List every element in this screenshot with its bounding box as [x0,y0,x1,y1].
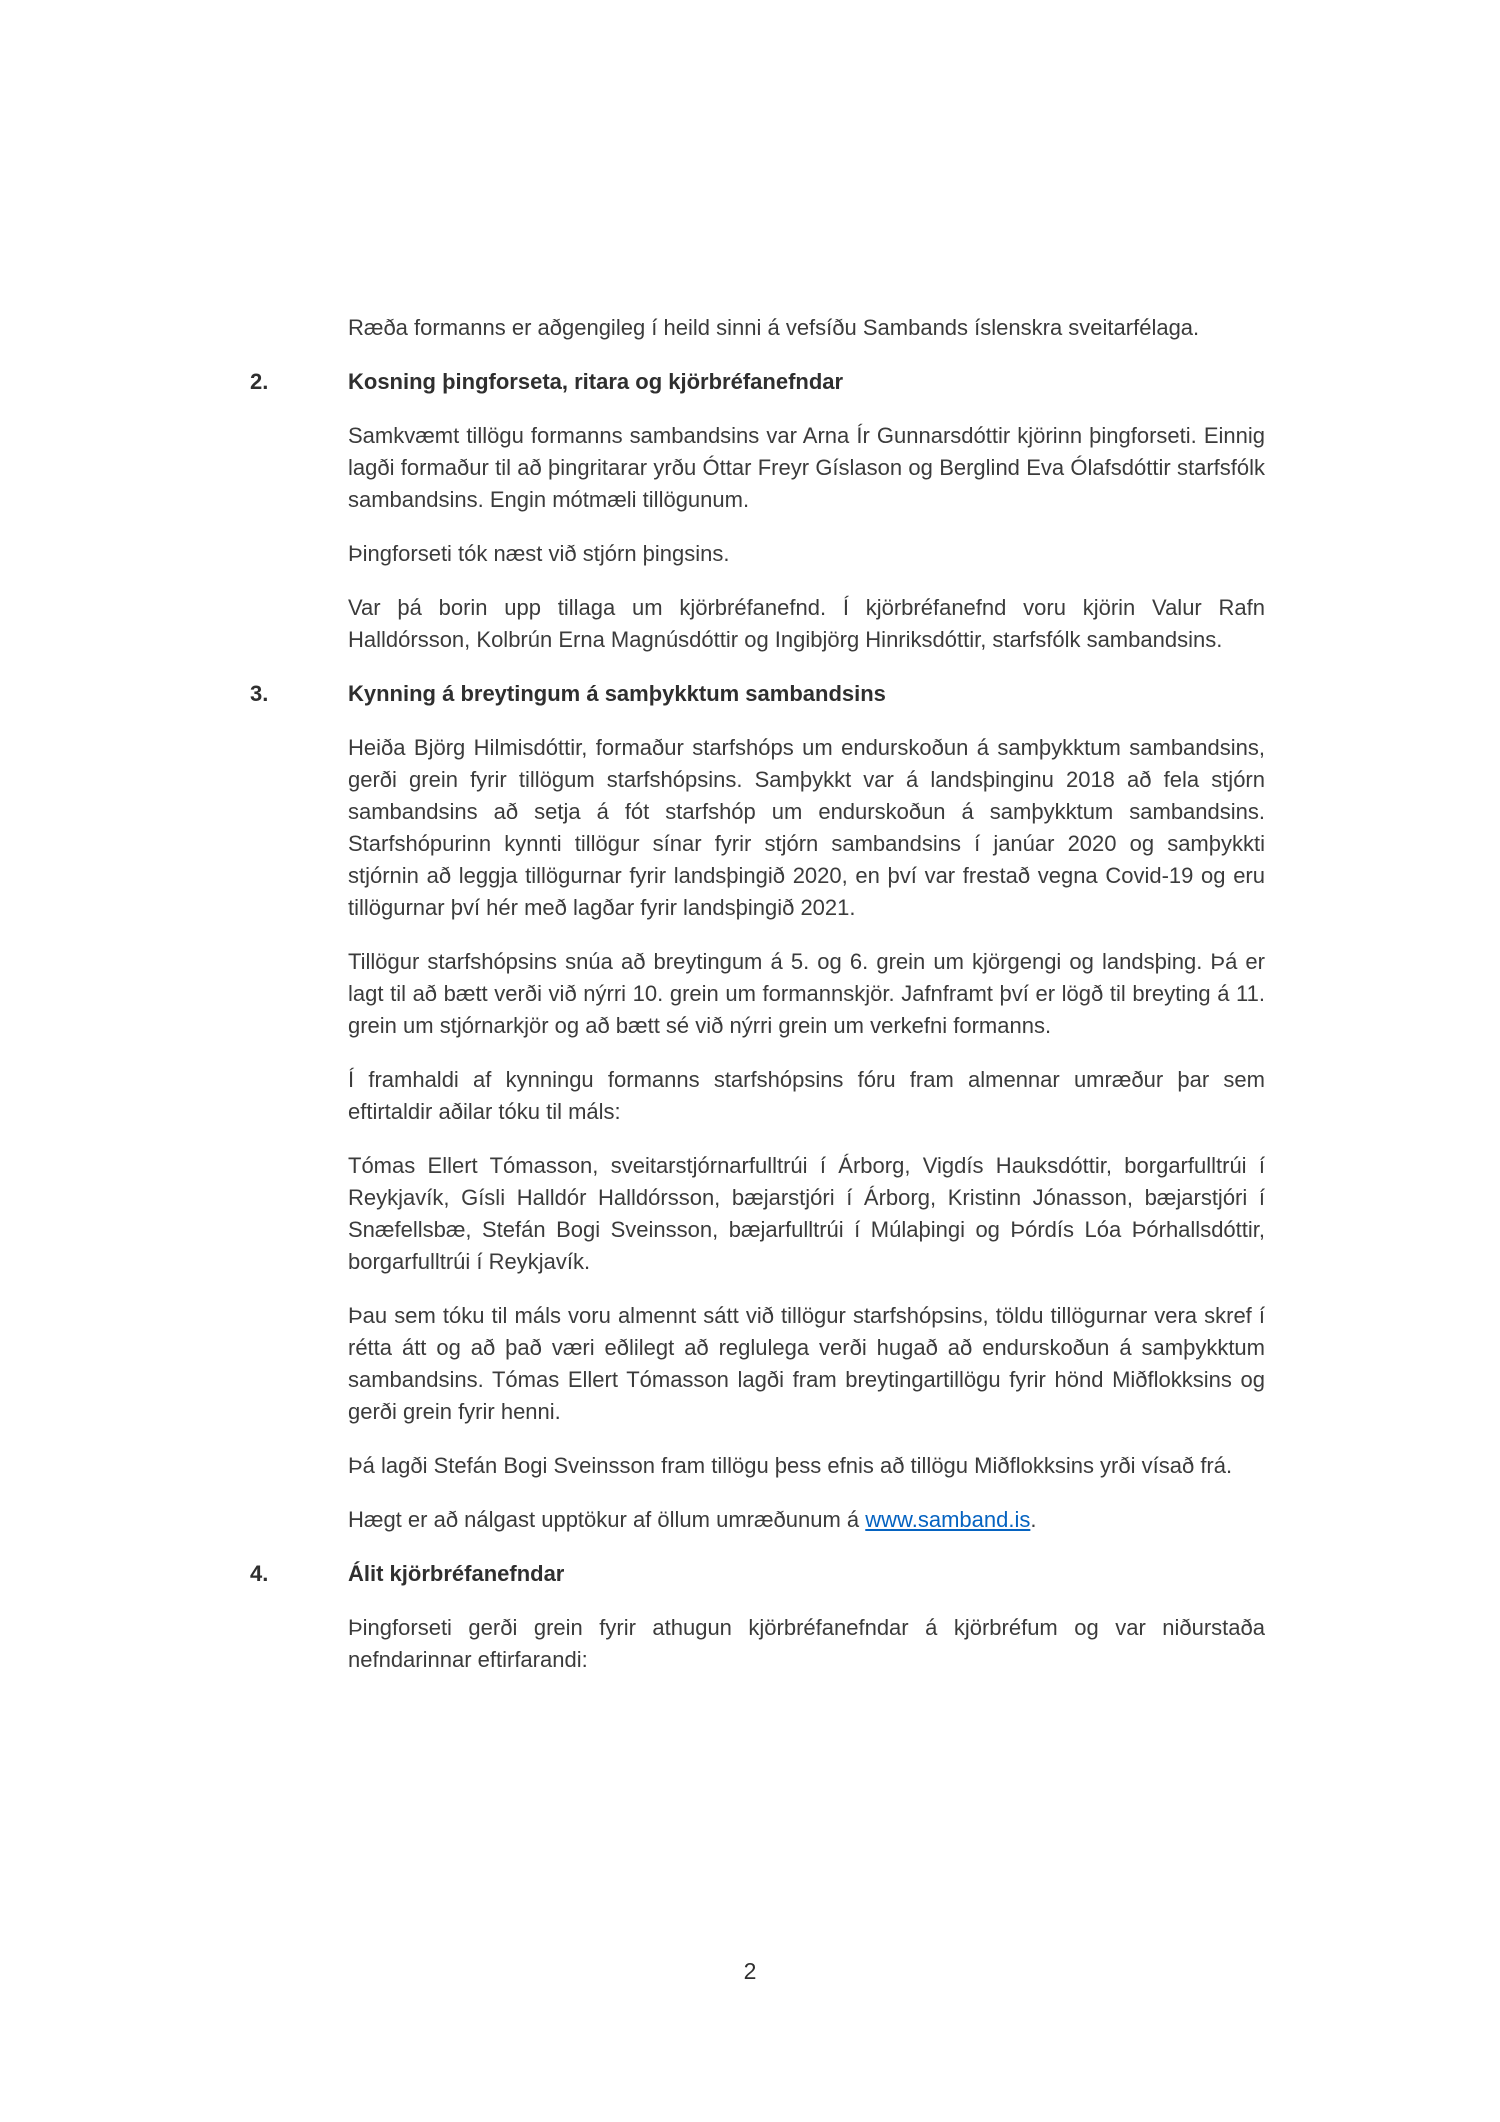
section-title: Kosning þingforseta, ritara og kjörbréfanefndar [348,369,844,394]
section-number: 3. [250,681,269,706]
paragraph: Ræða formanns er aðgengileg í heild sinni á vefsíðu Sambands íslenskra sveitarfélaga. [348,315,1200,340]
paragraph: Þingforseti tók næst við stjórn þingsins. [348,541,730,566]
paragraph: Tómas Ellert Tómasson, sveitarstjórnarfulltrúi í Árborg, Vigdís Hauksdóttir, borgarfulltrúi í Reykjavík, Gísli Halldór Halldórsson, bæjarstjóri í Árborg, Kristinn Jónasson, bæjarstjóri í Snæfellsbæ, Stefán Bogi Sveinsson, bæjarfulltrúi í Múlaþingi og Þórdís Lóa Þórhallsdóttir, borgarfulltrúi í Reykjavík. [348,1153,1265,1274]
paragraph-with-link [348,1504,1265,1536]
section-number: 2. [250,369,269,394]
paragraph: Þingforseti gerði grein fyrir athugun kjörbréfanefndar á kjörbréfum og var niðurstaða nefndarinnar eftirfarandi: [348,1615,1265,1672]
link-paragraph-after: . [1030,1507,1037,1532]
section-title: Kynning á breytingum á samþykktum sambandsins [348,681,886,706]
page-number-footer: 2 [743,1958,757,1984]
section-heading-2 [250,366,1265,398]
section-heading-3 [250,678,1265,710]
document-body [250,312,1265,1698]
link-paragraph-before: Hægt er að nálgast upptökur af öllum umræðunum á [348,1507,866,1532]
paragraph: Heiða Björg Hilmisdóttir, formaður starfshóps um endurskoðun á samþykktum sambandsins, gerði grein fyrir tillögum starfshópsins. Samþykkt var á landsþinginu 2018 að fela stjórn sambandsins að setja á fót starfshóp um endurskoðun á samþykktum sambandsins. Starfshópurinn kynnti tillögur sínar fyrir stjórn sambandsins í janúar 2020 og samþykkti stjórnin að leggja tillögurnar fyrir landsþingið 2020, en því var frestað vegna Covid-19 og eru tillögurnar því hér með lagðar fyrir landsþingið 2021. [348,735,1265,920]
section-title: Álit kjörbréfanefndar [348,1561,565,1586]
paragraph: Þau sem tóku til máls voru almennt sátt við tillögur starfshópsins, töldu tillögurnar vera skref í rétta átt og að það væri eðlilegt að reglulega verði hugað að endurskoðun á samþykktum sambandsins. Tómas Ellert Tómasson lagði fram breytingartillögu fyrir hönd Miðflokksins og gerði grein fyrir henni. [348,1303,1265,1424]
section-heading-4 [250,1558,1265,1590]
paragraph: Tillögur starfshópsins snúa að breytingum á 5. og 6. grein um kjörgengi og landsþing. Þá er lagt til að bætt verði við nýrri 10. grein um formannskjör. Jafnframt því er lögð til breyting á 11. grein um stjórnarkjör og að bætt sé við nýrri grein um verkefni formanns. [348,949,1265,1038]
paragraph: Í framhaldi af kynningu formanns starfshópsins fóru fram almennar umræður þar sem eftirtaldir aðilar tóku til máls: [348,1067,1265,1124]
section-number: 4. [250,1561,269,1586]
paragraph: Þá lagði Stefán Bogi Sveinsson fram tillögu þess efnis að tillögu Miðflokksins yrði vísað frá. [348,1453,1233,1478]
paragraph: Var þá borin upp tillaga um kjörbréfanefnd. Í kjörbréfanefnd voru kjörin Valur Rafn Halldórsson, Kolbrún Erna Magnúsdóttir og Ingibjörg Hinriksdóttir, starfsfólk sambandsins. [348,595,1265,652]
paragraph: Samkvæmt tillögu formanns sambandsins var Arna Ír Gunnarsdóttir kjörinn þingforseti. Einnig lagði formaður til að þingritarar yrðu Óttar Freyr Gíslason og Berglind Eva Ólafsdóttir starfsfólk sambandsins. Engin mótmæli tillögunum. [348,423,1265,512]
samband-website-link[interactable]: www.samband.is [865,1507,1031,1532]
